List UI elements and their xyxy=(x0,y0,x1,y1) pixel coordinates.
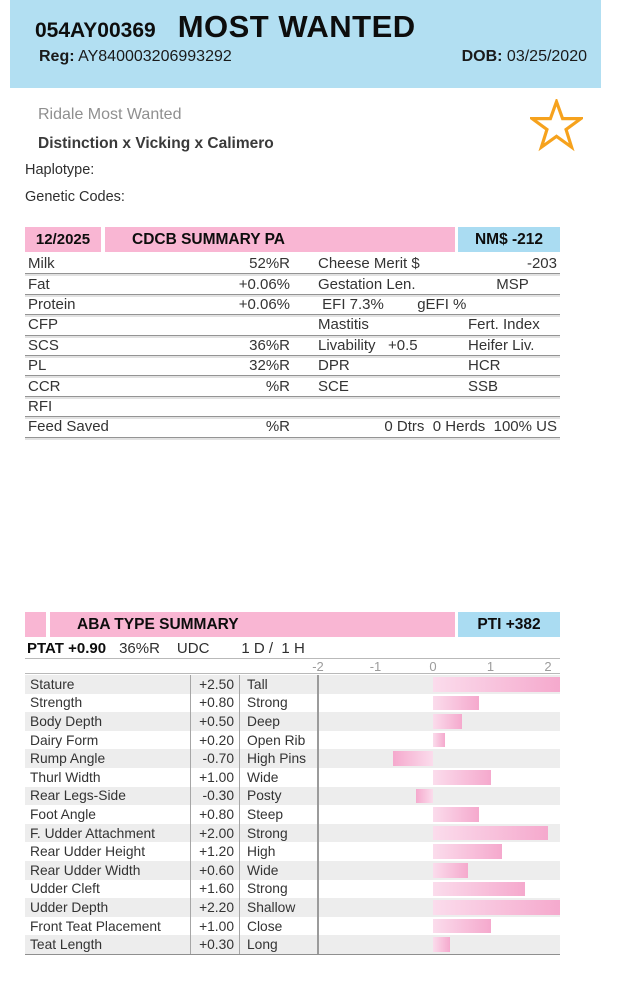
trait-row xyxy=(25,749,560,768)
header-banner xyxy=(10,0,601,88)
cdcb-table xyxy=(25,254,560,438)
stat-name: Milk xyxy=(28,255,55,273)
trait-row xyxy=(25,861,560,880)
trait-row xyxy=(25,880,560,899)
trait-row xyxy=(25,768,560,787)
trait-value: +0.80 xyxy=(191,694,240,713)
reg-value: AY840003206993292 xyxy=(78,48,232,65)
cdcb-title: CDCB SUMMARY PA xyxy=(105,227,455,252)
trait-name: Dairy Form xyxy=(25,731,191,750)
trait-descriptor: Tall xyxy=(247,676,268,692)
cdcb-row xyxy=(25,315,560,335)
axis-tick-label: 2 xyxy=(544,659,552,674)
stat-value: 32%R xyxy=(249,357,290,375)
stat-value-right: Heifer Liv. xyxy=(468,336,535,354)
haplotype-label: Haplotype: xyxy=(25,162,95,178)
trait-bar xyxy=(433,770,491,785)
registration-row xyxy=(10,45,601,66)
sire-stack: Distinction x Vicking x Calimero xyxy=(38,135,274,152)
trait-row xyxy=(25,712,560,731)
title-row xyxy=(10,0,601,45)
trait-name: Stature xyxy=(25,675,191,694)
stat-name-right: DPR xyxy=(318,357,350,375)
trait-bar xyxy=(433,919,491,934)
trait-row xyxy=(25,731,560,750)
stat-name: RFI xyxy=(28,397,53,415)
trait-plot-area xyxy=(317,694,560,713)
trait-value: -0.70 xyxy=(191,749,240,768)
trait-name: Body Depth xyxy=(25,712,191,731)
naab-code: 054AY00369 xyxy=(35,19,156,42)
chart-axis xyxy=(25,660,560,674)
stat-name-right: Livability +0.5 xyxy=(318,336,418,354)
trait-plot-area xyxy=(317,787,560,806)
proof-date: 12/2025 xyxy=(25,227,101,252)
trait-name: Udder Depth xyxy=(25,898,191,917)
trait-bar xyxy=(433,826,548,841)
dob xyxy=(462,48,587,66)
reg-label: Reg: xyxy=(39,48,75,65)
trait-plot-area xyxy=(317,917,560,936)
trait-bar xyxy=(433,677,560,692)
stat-value: %R xyxy=(265,377,290,395)
trait-bar xyxy=(433,900,560,915)
stat-name-right: EFI 7.3% gEFI % xyxy=(318,295,467,313)
trait-plot-area xyxy=(317,731,560,750)
aba-header xyxy=(25,612,560,637)
pti-badge: PTI +382 xyxy=(458,612,560,637)
stat-value-right: Fert. Index xyxy=(468,316,540,334)
trait-value: +0.50 xyxy=(191,712,240,731)
genetic-codes-label: Genetic Codes: xyxy=(25,189,125,205)
cdcb-row xyxy=(25,295,560,315)
cdcb-row xyxy=(25,376,560,396)
stat-value-right: 0 Dtrs 0 Herds 100% US xyxy=(384,418,557,436)
trait-name: Thurl Width xyxy=(25,768,191,787)
trait-bar xyxy=(433,714,462,729)
trait-bar xyxy=(433,882,525,897)
stat-name: CCR xyxy=(28,377,61,395)
cdcb-row xyxy=(25,254,560,274)
trait-descriptor: High Pins xyxy=(247,751,307,767)
trait-name: Rear Udder Width xyxy=(25,861,191,880)
trait-descriptor: Deep xyxy=(247,713,280,729)
stat-value-right: SSB xyxy=(468,377,499,395)
trait-descriptor: Wide xyxy=(247,769,279,785)
dob-value: 03/25/2020 xyxy=(506,48,587,65)
registered-name: Ridale Most Wanted xyxy=(38,106,182,123)
trait-plot-area xyxy=(317,805,560,824)
cdcb-row xyxy=(25,397,560,417)
trait-value: -0.30 xyxy=(191,787,240,806)
dob-label: DOB: xyxy=(461,48,503,65)
trait-row xyxy=(25,917,560,936)
stat-value: +0.06% xyxy=(238,295,290,313)
udc-label: UDC xyxy=(176,640,210,657)
trait-name: Rear Legs-Side xyxy=(25,787,191,806)
trait-row xyxy=(25,694,560,713)
trait-plot-area xyxy=(317,935,560,954)
stat-name-right: SCE xyxy=(318,377,349,395)
cdcb-row xyxy=(25,274,560,294)
aba-title: ABA TYPE SUMMARY xyxy=(50,612,455,637)
stat-name: PL xyxy=(28,357,47,375)
stat-name: SCS xyxy=(28,336,59,354)
trait-descriptor: Strong xyxy=(247,881,288,897)
trait-plot-area xyxy=(317,842,560,861)
trait-row xyxy=(25,787,560,806)
cdcb-header xyxy=(25,227,560,252)
trait-plot-area xyxy=(317,768,560,787)
trait-plot-area xyxy=(317,824,560,843)
trait-bar xyxy=(416,789,433,804)
trait-name: Strength xyxy=(25,694,191,713)
trait-name: Teat Length xyxy=(25,935,191,954)
nm-badge: NM$ -212 xyxy=(458,227,560,252)
axis-tick-label: -1 xyxy=(369,659,382,674)
stat-name-right: Gestation Len. xyxy=(318,275,416,293)
bull-name: MOST WANTED xyxy=(177,9,416,44)
stat-value-right: MSP xyxy=(496,275,529,293)
trait-plot-area xyxy=(317,749,560,768)
trait-bar xyxy=(433,807,479,822)
trait-value: +1.00 xyxy=(191,917,240,936)
trait-descriptor: Open Rib xyxy=(247,732,306,748)
trait-row xyxy=(25,805,560,824)
trait-value: +0.30 xyxy=(191,935,240,954)
trait-plot-area xyxy=(317,880,560,899)
trait-value: +2.00 xyxy=(191,824,240,843)
ptat-value: PTAT +0.90 xyxy=(27,640,107,657)
trait-value: +1.60 xyxy=(191,880,240,899)
trait-descriptor: Close xyxy=(247,918,283,934)
aba-header-stub xyxy=(25,612,46,637)
trait-plot-area xyxy=(317,712,560,731)
trait-descriptor: Strong xyxy=(247,695,288,711)
trait-descriptor: High xyxy=(247,844,276,860)
stat-name: Protein xyxy=(28,295,76,313)
trait-descriptor: Strong xyxy=(247,825,288,841)
ptat-reliability: 36%R xyxy=(119,640,160,657)
trait-value: +2.20 xyxy=(191,898,240,917)
trait-name: Front Teat Placement xyxy=(25,917,191,936)
stat-value: %R xyxy=(265,418,290,436)
linear-trait-chart xyxy=(25,675,560,955)
trait-value: +2.50 xyxy=(191,675,240,694)
stat-value: +0.06% xyxy=(238,275,290,293)
axis-tick-label: 0 xyxy=(429,659,437,674)
trait-bar xyxy=(393,751,433,766)
trait-plot-area xyxy=(317,675,560,694)
trait-name: Rump Angle xyxy=(25,749,191,768)
trait-row xyxy=(25,935,560,954)
registration xyxy=(39,48,232,66)
stat-value-right: -203 xyxy=(526,255,557,273)
trait-name: Udder Cleft xyxy=(25,880,191,899)
trait-descriptor: Long xyxy=(247,937,278,953)
stat-name-right: Cheese Merit $ xyxy=(318,255,420,273)
stat-name: CFP xyxy=(28,316,58,334)
trait-name: Foot Angle xyxy=(25,805,191,824)
axis-tick-label: -2 xyxy=(312,659,324,674)
trait-value: +0.60 xyxy=(191,861,240,880)
trait-value: +0.80 xyxy=(191,805,240,824)
trait-value: +1.20 xyxy=(191,842,240,861)
cdcb-row xyxy=(25,417,560,437)
favorite-star-icon[interactable] xyxy=(530,99,583,152)
trait-bar xyxy=(433,696,479,711)
trait-bar xyxy=(433,937,450,952)
trait-descriptor: Wide xyxy=(247,862,279,878)
trait-row xyxy=(25,842,560,861)
cdcb-row xyxy=(25,356,560,376)
stat-name: Fat xyxy=(28,275,50,293)
trait-row xyxy=(25,675,560,694)
trait-bar xyxy=(433,733,445,748)
trait-bar xyxy=(433,863,468,878)
trait-descriptor: Shallow xyxy=(247,899,296,915)
trait-value: +0.20 xyxy=(191,731,240,750)
axis-tick-label: 1 xyxy=(486,659,495,674)
trait-row xyxy=(25,824,560,843)
trait-row xyxy=(25,898,560,917)
trait-name: F. Udder Attachment xyxy=(25,824,191,843)
daughters-herds: 1 D / 1 H xyxy=(241,640,305,657)
stat-value: 36%R xyxy=(249,336,290,354)
stat-name: Feed Saved xyxy=(28,418,109,436)
trait-value: +1.00 xyxy=(191,768,240,787)
trait-plot-area xyxy=(317,898,560,917)
stat-value-right: HCR xyxy=(468,357,501,375)
trait-plot-area xyxy=(317,861,560,880)
trait-name: Rear Udder Height xyxy=(25,842,191,861)
trait-bar xyxy=(433,844,502,859)
trait-descriptor: Posty xyxy=(247,788,282,804)
cdcb-row xyxy=(25,336,560,356)
trait-descriptor: Steep xyxy=(247,806,284,822)
stat-value: 52%R xyxy=(249,255,290,273)
stat-name-right: Mastitis xyxy=(318,316,369,334)
ptat-row xyxy=(25,639,560,659)
